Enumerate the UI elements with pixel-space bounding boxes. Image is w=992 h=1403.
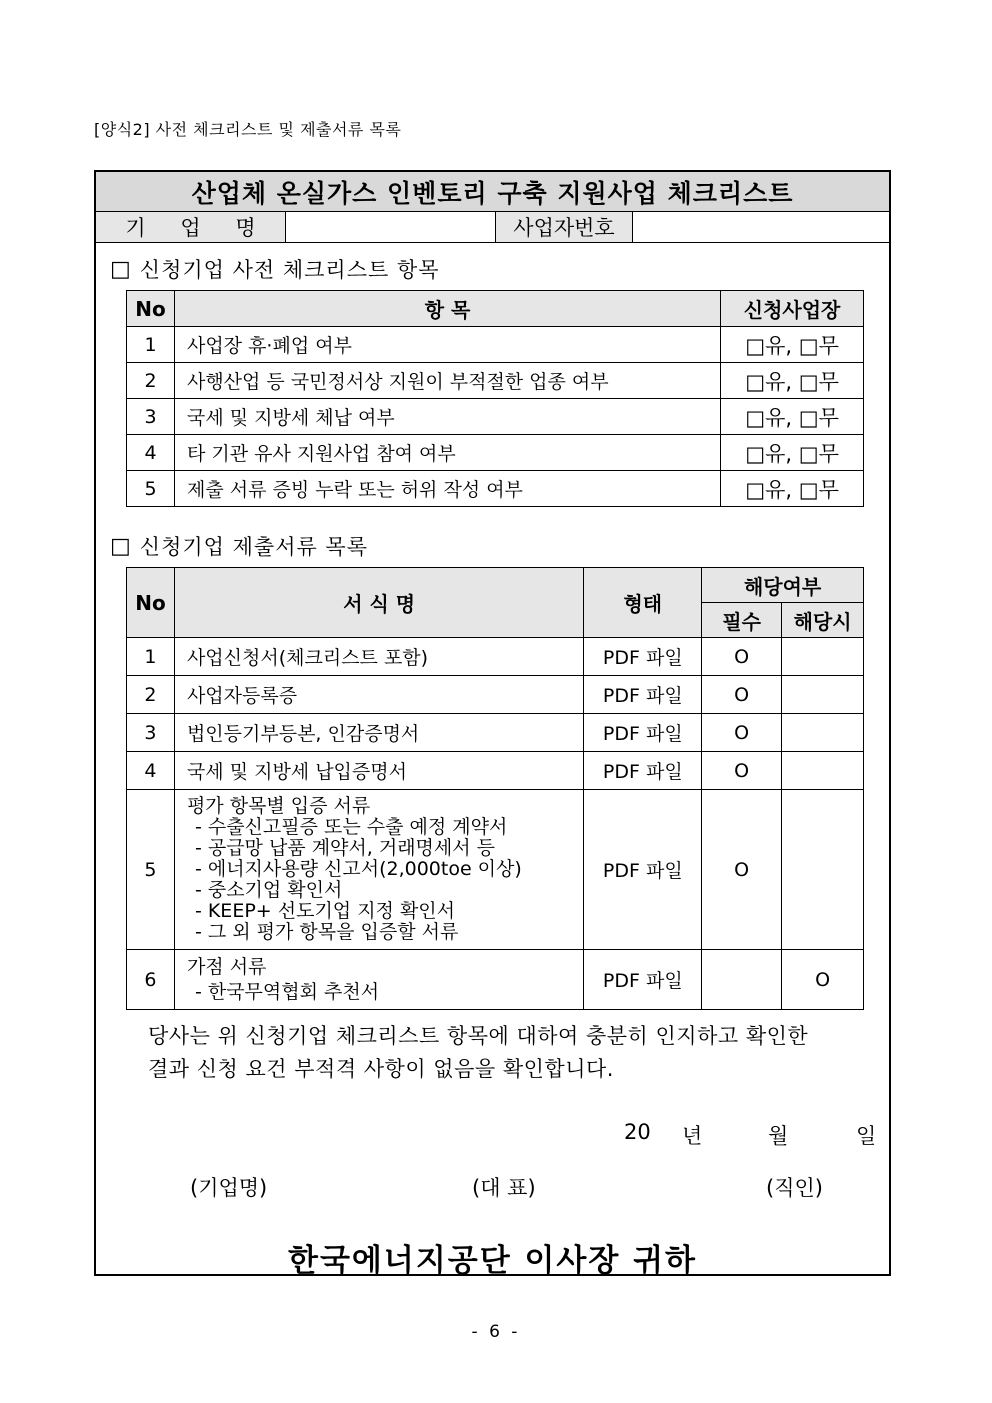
conditional-mark [782,638,864,676]
column-header-name: 서 식 명 [174,568,583,638]
table-row [127,327,864,363]
precheck-heading [110,254,440,284]
signature-seal: (직인) [766,1176,823,1200]
row-number: 3 [127,399,175,435]
table-row [127,399,864,435]
yes-no-checkbox[interactable]: □유, □무 [721,435,864,471]
company-name-field[interactable] [286,212,496,242]
conditional-mark: O [782,950,864,1010]
precheck-heading-text: 신청기업 사전 체크리스트 항목 [139,258,440,282]
document-sub-item: - KEEP+ 선도기업 지정 확인서 [194,900,456,922]
date-year[interactable]: 20 [624,1120,651,1144]
document-name: 국세 및 지방세 납입증명서 [174,752,583,790]
closing-addressee: 한국에너지공단 이사장 귀하 [288,1243,697,1279]
document-format: PDF 파일 [584,752,702,790]
row-number: 4 [127,435,175,471]
required-mark: O [702,676,782,714]
column-header-required: 필수 [702,603,782,638]
document-format: PDF 파일 [584,676,702,714]
documents-heading-text: 신청기업 제출서류 목록 [139,535,369,559]
column-header-no: No [127,291,175,327]
table-row [127,471,864,507]
table-header-row [127,568,864,603]
documents-heading [110,531,368,561]
table-row [127,676,864,714]
document-sub-item: - 중소기업 확인서 [194,879,343,901]
date-year-unit: 년 [682,1124,703,1148]
row-number: 1 [127,638,175,676]
date-day-unit: 일 [856,1124,877,1148]
form-title: 산업체 온실가스 인벤토리 구축 지원사업 체크리스트 [96,172,889,212]
yes-no-checkbox[interactable]: □유, □무 [721,363,864,399]
document-sub-item: - 공급망 납품 계약서, 거래명세서 등 [194,837,496,859]
table-row [127,363,864,399]
checkbox-icon: □ [110,533,132,559]
signature-representative: (대 표) [472,1176,536,1200]
document-format: PDF 파일 [584,790,702,950]
conditional-mark [782,676,864,714]
table-row [127,752,864,790]
document-sub-item: - 에너지사용량 신고서(2,000toe 이상) [194,858,522,880]
declaration-text [148,1020,868,1086]
declaration-line: 당사는 위 신청기업 체크리스트 항목에 대하여 충분히 인지하고 확인한 [148,1024,809,1048]
column-header-format: 형태 [584,568,702,638]
row-number: 2 [127,676,175,714]
documents-table [126,567,864,1010]
row-number: 2 [127,363,175,399]
company-name-label: 기 업 명 [96,212,286,242]
document-sub-item: - 수출신고필증 또는 수출 예정 계약서 [194,816,508,838]
column-header-applicable: 해당여부 [702,568,864,603]
table-row [127,638,864,676]
document-sub-item: - 한국무역협회 추천서 [194,980,380,1003]
required-mark: O [702,638,782,676]
column-header-site: 신청사업장 [721,291,864,327]
precheck-table [126,290,864,507]
document-name: 사업자등록증 [174,676,583,714]
required-mark: O [702,790,782,950]
required-mark: O [702,714,782,752]
document-name: 가점 서류 [186,955,267,978]
document-sub-item: - 그 외 평가 항목을 입증할 서류 [194,921,459,943]
row-number: 5 [127,790,175,950]
row-item: 제출 서류 증빙 누락 또는 허위 작성 여부 [174,471,720,507]
business-number-field[interactable] [633,212,889,242]
document-name: 사업신청서(체크리스트 포함) [174,638,583,676]
document-format: PDF 파일 [584,714,702,752]
yes-no-checkbox[interactable]: □유, □무 [721,327,864,363]
declaration-line: 결과 신청 요건 부적격 사항이 없음을 확인합니다. [148,1057,614,1081]
document-format: PDF 파일 [584,950,702,1010]
page-number: - 6 - [471,1322,521,1342]
date-month-unit: 월 [768,1124,789,1148]
conditional-mark [782,752,864,790]
checkbox-icon: □ [110,256,132,282]
table-row [127,435,864,471]
row-number: 3 [127,714,175,752]
company-row [96,212,889,243]
checklist-form [94,170,891,1279]
table-row [127,790,864,950]
required-mark: O [702,752,782,790]
table-row [127,714,864,752]
business-number-label: 사업자번호 [496,212,633,242]
conditional-mark [782,714,864,752]
row-number: 4 [127,752,175,790]
yes-no-checkbox[interactable]: □유, □무 [721,399,864,435]
required-mark [702,950,782,1010]
column-header-item: 항 목 [174,291,720,327]
document-name: 평가 항목별 입증 서류 [186,795,371,817]
signature-company: (기업명) [190,1176,268,1200]
column-header-conditional: 해당시 [782,603,864,638]
row-number: 1 [127,327,175,363]
yes-no-checkbox[interactable]: □유, □무 [721,471,864,507]
column-header-no: No [127,568,175,638]
row-number: 5 [127,471,175,507]
row-item: 사업장 휴·폐업 여부 [174,327,720,363]
document-format: PDF 파일 [584,638,702,676]
form-label: [양식2] 사전 체크리스트 및 제출서류 목록 [94,120,402,139]
document-name-cell [174,950,583,1010]
row-number: 6 [127,950,175,1010]
row-item: 사행산업 등 국민정서상 지원이 부적절한 업종 여부 [174,363,720,399]
row-item: 타 기관 유사 지원사업 참여 여부 [174,435,720,471]
document-name-cell [174,790,583,950]
table-header-row [127,291,864,327]
conditional-mark [782,790,864,950]
table-row [127,950,864,1010]
row-item: 국세 및 지방세 체납 여부 [174,399,720,435]
document-name: 법인등기부등본, 인감증명서 [174,714,583,752]
